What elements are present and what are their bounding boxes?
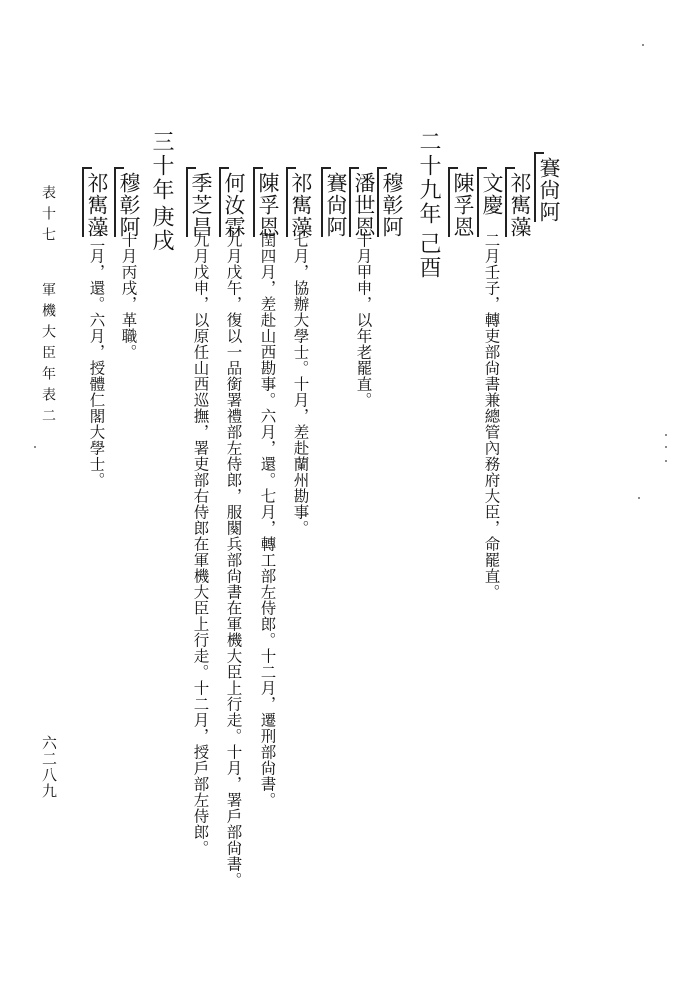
column-rule bbox=[82, 167, 92, 169]
column-rule bbox=[253, 167, 255, 237]
ganzhi-label: 己酉 bbox=[416, 232, 441, 280]
column-rule bbox=[349, 167, 351, 237]
entry-note: 九月戊申，以原任山西巡撫，署吏部右侍郎在軍機大臣上行走。十二月，授戶部左侍郎。 bbox=[191, 232, 210, 856]
column-rule bbox=[219, 167, 229, 169]
column-rule bbox=[505, 167, 515, 169]
page-number: 六二八九 bbox=[40, 735, 58, 799]
scan-speck bbox=[665, 460, 667, 462]
entry-name: 穆彰阿 bbox=[380, 172, 404, 238]
scan-speck bbox=[638, 497, 640, 499]
column-rule bbox=[448, 167, 458, 169]
scan-speck bbox=[665, 446, 667, 448]
scan-speck bbox=[665, 434, 667, 436]
entry-note: 二月，還。六月，授體仁閣大學士。 bbox=[87, 232, 106, 488]
entry-name: 潘世恩 bbox=[352, 172, 376, 238]
column-rule bbox=[377, 167, 387, 169]
column-rule bbox=[186, 167, 196, 169]
entry-note: 七月，協辦大學士。十月，差赴蘭州勘事。 bbox=[291, 232, 310, 536]
column-rule bbox=[321, 167, 331, 169]
entry-name: 何汝霖 bbox=[222, 172, 246, 238]
column-rule bbox=[349, 167, 359, 169]
column-rule bbox=[377, 167, 379, 237]
scan-speck bbox=[34, 446, 36, 448]
column-rule bbox=[534, 152, 536, 222]
entry-name: 陳孚恩 bbox=[256, 172, 280, 238]
entry-note: 九月戊午，復以一品銜署禮部左侍郎，服闋兵部尙書在軍機大臣上行走。十月，署戶部尙書。 bbox=[224, 232, 243, 888]
running-head-title: 軍機大臣年表二 bbox=[40, 282, 56, 429]
column-rule bbox=[219, 167, 221, 237]
scan-speck bbox=[642, 44, 644, 46]
year-heading: 二十九年 bbox=[416, 130, 441, 226]
year-heading: 三十年 bbox=[149, 130, 174, 202]
entry-name: 季芝昌 bbox=[189, 172, 213, 238]
column-rule bbox=[534, 152, 544, 154]
entry-name: 賽尙阿 bbox=[537, 157, 561, 223]
column-rule bbox=[114, 167, 124, 169]
column-rule bbox=[286, 167, 288, 237]
ganzhi-label: 庚戌 bbox=[149, 205, 174, 253]
entry-name: 祁寯藻 bbox=[85, 172, 109, 238]
entry-name: 陳孚恩 bbox=[451, 172, 475, 238]
column-rule bbox=[477, 167, 479, 237]
column-rule bbox=[448, 167, 450, 237]
entry-note: 十月丙戌，革職。 bbox=[119, 232, 138, 360]
column-rule bbox=[253, 167, 263, 169]
column-rule bbox=[505, 167, 507, 237]
entry-name: 賽尙阿 bbox=[324, 172, 348, 238]
column-rule bbox=[477, 167, 487, 169]
entry-name: 文慶 bbox=[480, 172, 504, 216]
column-rule bbox=[286, 167, 296, 169]
column-rule bbox=[114, 167, 116, 237]
column-rule bbox=[82, 167, 84, 237]
entry-name: 穆彰阿 bbox=[117, 172, 141, 238]
entry-note: 二月壬子，轉吏部尙書兼總管內務府大臣，命罷直。 bbox=[482, 232, 501, 600]
entry-note: 閏四月，差赴山西勘事。六月，還。七月，轉工部左侍郎。十二月，遷刑部尙書。 bbox=[258, 232, 277, 808]
running-head-section: 表十七 bbox=[40, 185, 56, 248]
entry-name: 祁寯藻 bbox=[508, 172, 532, 238]
column-rule bbox=[186, 167, 188, 237]
column-rule bbox=[321, 167, 323, 237]
entry-note: 十月甲申，以年老罷直。 bbox=[354, 232, 373, 408]
entry-name: 祁寯藻 bbox=[289, 172, 313, 238]
